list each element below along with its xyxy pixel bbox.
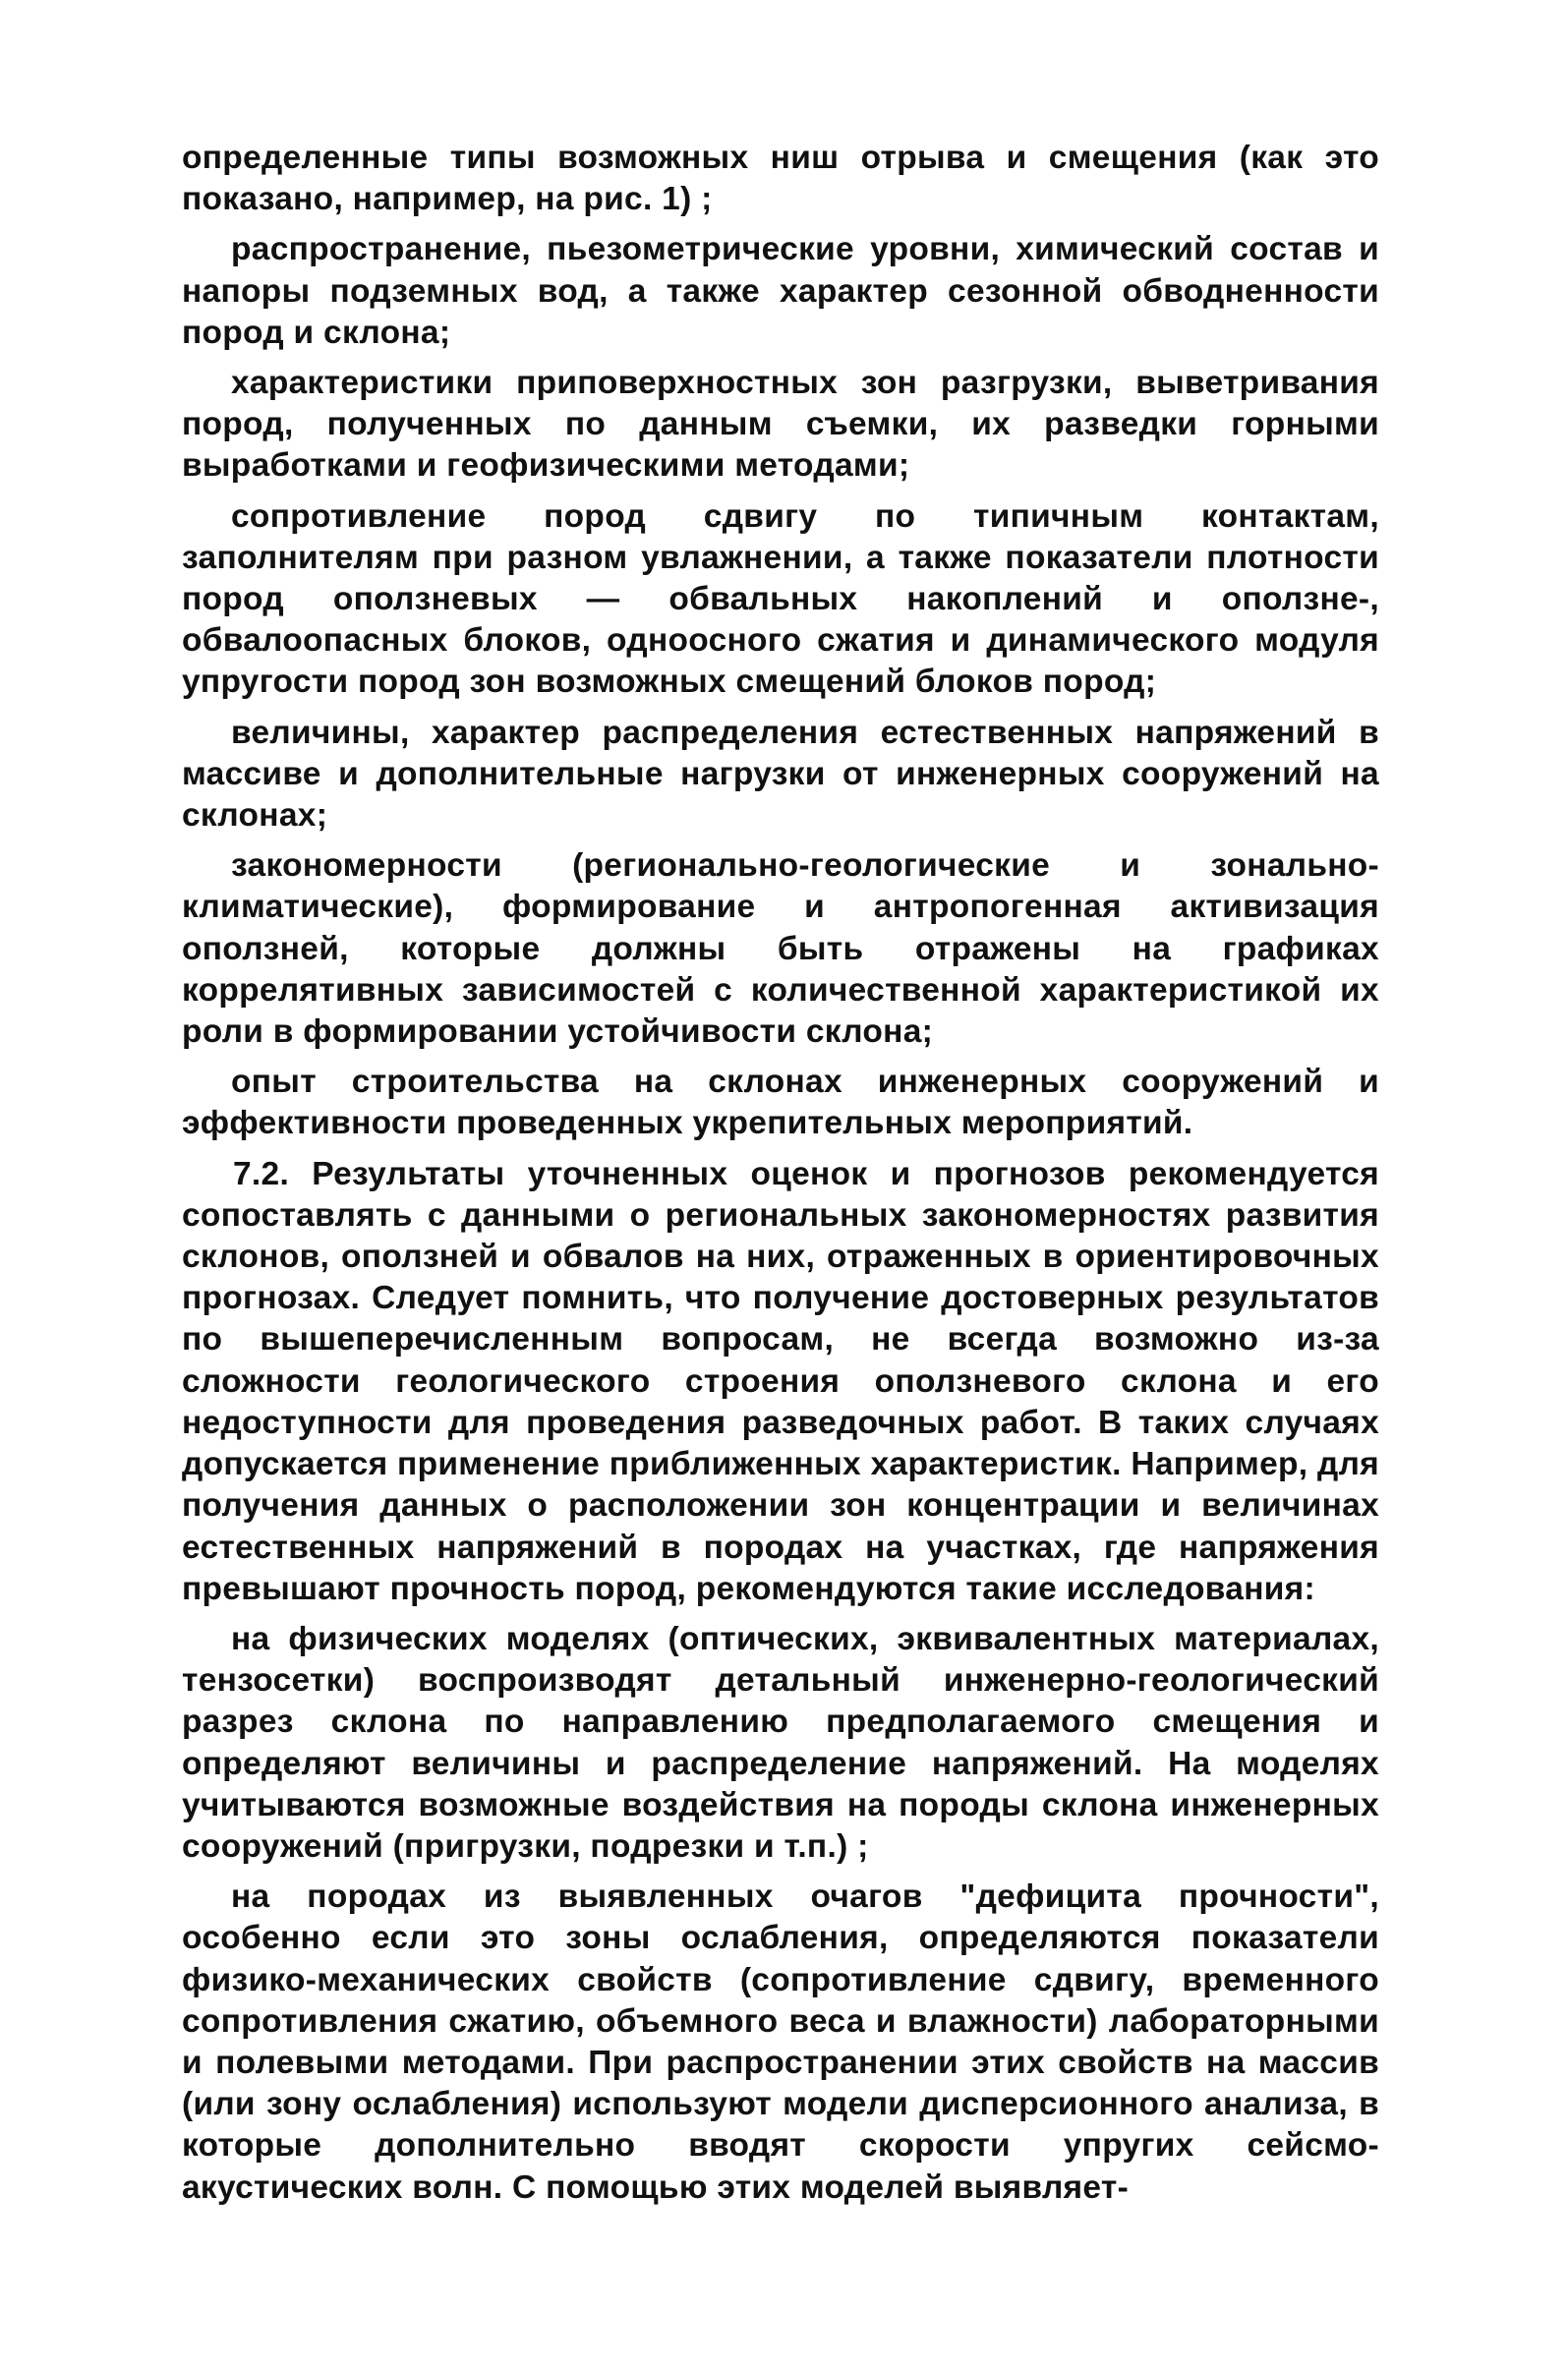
- paragraph-construction-experience: опыт строительства на склонах инженерных сооружений и эффективности проведенных укрепительных мероприятий.: [182, 1064, 1379, 1142]
- paragraph-shear-resistance: сопротивление пород сдвигу по типичным контактам, заполнителям при разном увлажнении, а также показатели плотности пород оползневых — обвальных накоплений и оползне-, обвалоопасных блоков, одноосного сжатия и динамического модуля упругости пород зон возможных смещений блоков пород;: [182, 497, 1379, 701]
- paragraph-regularities: закономерности (регионально-геологические и зонально-климатические), формирование и антропогенная активизация оползней, которые должны быть отражены на графиках коррелятивных зависимостей с количественной характеристикой их роли в формировании устойчивости склона;: [182, 847, 1379, 1051]
- paragraph-section-7-2: 7.2. Результаты уточненных оценок и прогнозов рекомендуется сопоставлять с данными о региональных закономерностях развития склонов, оползней и обвалов на них, отраженных в ориентировочных прогнозах. Следует помнить, что получение достоверных результатов по вышеперечисленным вопросам, не всегда возможно из-за сложности геологического строения оползневого склона и его недоступности для проведения разведочных работ. В таких случаях допускается применение приближенных характеристик. Например, для получения данных о расположении зон концентрации и величинах естественных напряжений в породах на участках, где напряжения превышают прочность пород, рекомендуются такие исследования:: [182, 1155, 1379, 1607]
- paragraph-surface-zones: характеристики приповерхностных зон разгрузки, выветривания пород, полученных по данным съемки, их разведки горными выработками и геофизическими методами;: [182, 365, 1379, 485]
- paragraph-niche-types: определенные типы возможных ниш отрыва и смещения (как это показано, например, на рис. 1) ;: [182, 140, 1379, 218]
- document-page: [182, 138, 1379, 2218]
- paragraph-physical-models: на физических моделях (оптических, эквивалентных материалах, тензосетки) воспроизводят детальный инженерно-геологический разрез склона по направлению предполагаемого смещения и определяют величины и распределение напряжений. На моделях учитываются возможные воздействия на породы склона инженерных сооружений (пригрузки, подрезки и т.п.) ;: [182, 1620, 1379, 1865]
- paragraph-strength-deficit: на породах из выявленных очагов "дефицита прочности", особенно если это зоны ослабления, определяются показатели физико-механических свойств (сопротивление сдвигу, временного сопротивления сжатию, объемного веса и влажности) лабораторными и полевыми методами. При распространении этих свойств на массив (или зону ослабления) используют модели дисперсионного анализа, в которые дополнительно вводят скорости упругих сейсмо-акустических волн. С помощью этих моделей выявляет-: [182, 1878, 1379, 2206]
- paragraph-stress-values: величины, характер распределения естественных напряжений в массиве и дополнительные нагрузки от инженерных сооружений на склонах;: [182, 714, 1379, 835]
- paragraph-groundwater: распространение, пьезометрические уровни, химический состав и напоры подземных вод, а также характер сезонной обводненности пород и склона;: [182, 231, 1379, 351]
